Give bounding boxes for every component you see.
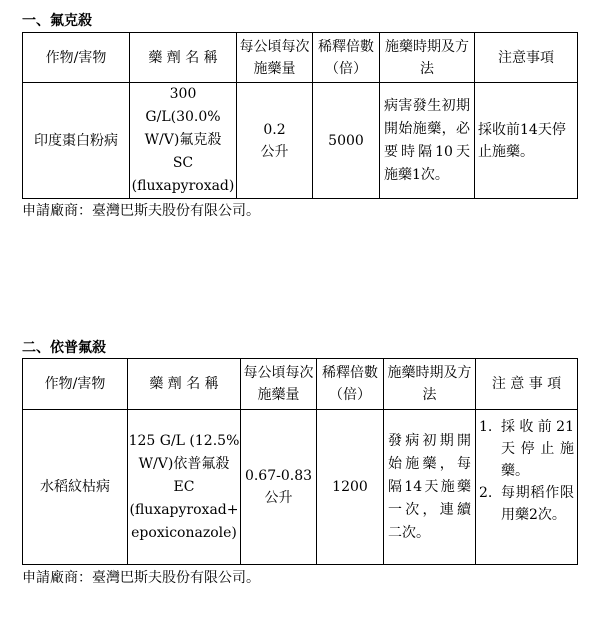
section2-table	[22, 358, 578, 565]
dosage-value: 0.2	[263, 121, 286, 138]
pesticide-line: 300 G/L(30.0%	[145, 86, 221, 125]
header-pesticide: 藥 劑 名 稱	[128, 359, 241, 410]
pesticide-line: EC	[173, 478, 195, 495]
section1-heading: 一、氟克殺	[22, 13, 92, 29]
crop-cell: 水稻紋枯病	[23, 410, 128, 565]
note-text: 每期稻作限用藥2次。	[501, 485, 574, 523]
list-item	[479, 416, 574, 482]
note-text: 採收前21天停止施藥。	[501, 419, 574, 479]
dosage-unit: 公升	[260, 143, 289, 160]
dosage-cell	[237, 83, 313, 199]
dilution-cell: 5000	[313, 83, 380, 199]
pesticide-line: (fluxapyroxad)	[131, 178, 235, 194]
header-timing: 施藥時期及方法	[384, 359, 476, 410]
pesticide-cell	[128, 410, 241, 565]
header-dilution: 稀釋倍數（倍）	[317, 359, 384, 410]
pesticide-line: SC	[172, 155, 194, 171]
dosage-value: 0.67-0.83	[244, 468, 313, 484]
table-row	[23, 83, 578, 199]
pesticide-line: W/V)依普氟殺	[138, 455, 230, 472]
pesticide-line: (fluxapyroxad+	[129, 501, 239, 518]
note-number: 1.	[479, 419, 493, 435]
header-timing: 施藥時期及方法	[380, 33, 475, 83]
section1-applicant: 申請廠商：臺灣巴斯夫股份有限公司。	[22, 203, 260, 219]
pesticide-line: W/V)氟克殺	[144, 132, 222, 148]
timing-cell: 病害發生初期開始施藥，必要時隔10天施藥1次。	[380, 83, 475, 199]
section1-table	[22, 32, 578, 199]
header-crop: 作物/害物	[23, 33, 130, 83]
timing-cell: 發病初期開始施藥，每隔14天施藥一次，連續二次。	[384, 410, 476, 565]
list-item	[479, 482, 574, 526]
notes-list	[479, 416, 574, 526]
pesticide-line: 125 G/L (12.5%	[128, 432, 240, 449]
dosage-unit: 公升	[264, 490, 293, 506]
dilution-cell: 1200	[317, 410, 384, 565]
section2-applicant: 申請廠商：臺灣巴斯夫股份有限公司。	[22, 570, 260, 586]
header-crop: 作物/害物	[23, 359, 128, 410]
header-dosage: 每公頃每次施藥量	[237, 33, 313, 83]
header-notes: 注 意 事 項	[476, 359, 578, 410]
notes-cell: 採收前14天停止施藥。	[475, 83, 578, 199]
pesticide-line: epoxiconazole)	[131, 524, 237, 541]
section2-heading: 二、依普氟殺	[22, 340, 106, 356]
header-dilution: 稀釋倍數（倍）	[313, 33, 380, 83]
table-row	[23, 410, 578, 565]
crop-cell: 印度棗白粉病	[23, 83, 130, 199]
note-number: 2.	[479, 485, 493, 501]
pesticide-cell	[130, 83, 237, 199]
notes-cell	[476, 410, 578, 565]
header-pesticide: 藥 劑 名 稱	[130, 33, 237, 83]
header-dosage: 每公頃每次施藥量	[241, 359, 317, 410]
header-notes: 注意事項	[475, 33, 578, 83]
dosage-cell	[241, 410, 317, 565]
